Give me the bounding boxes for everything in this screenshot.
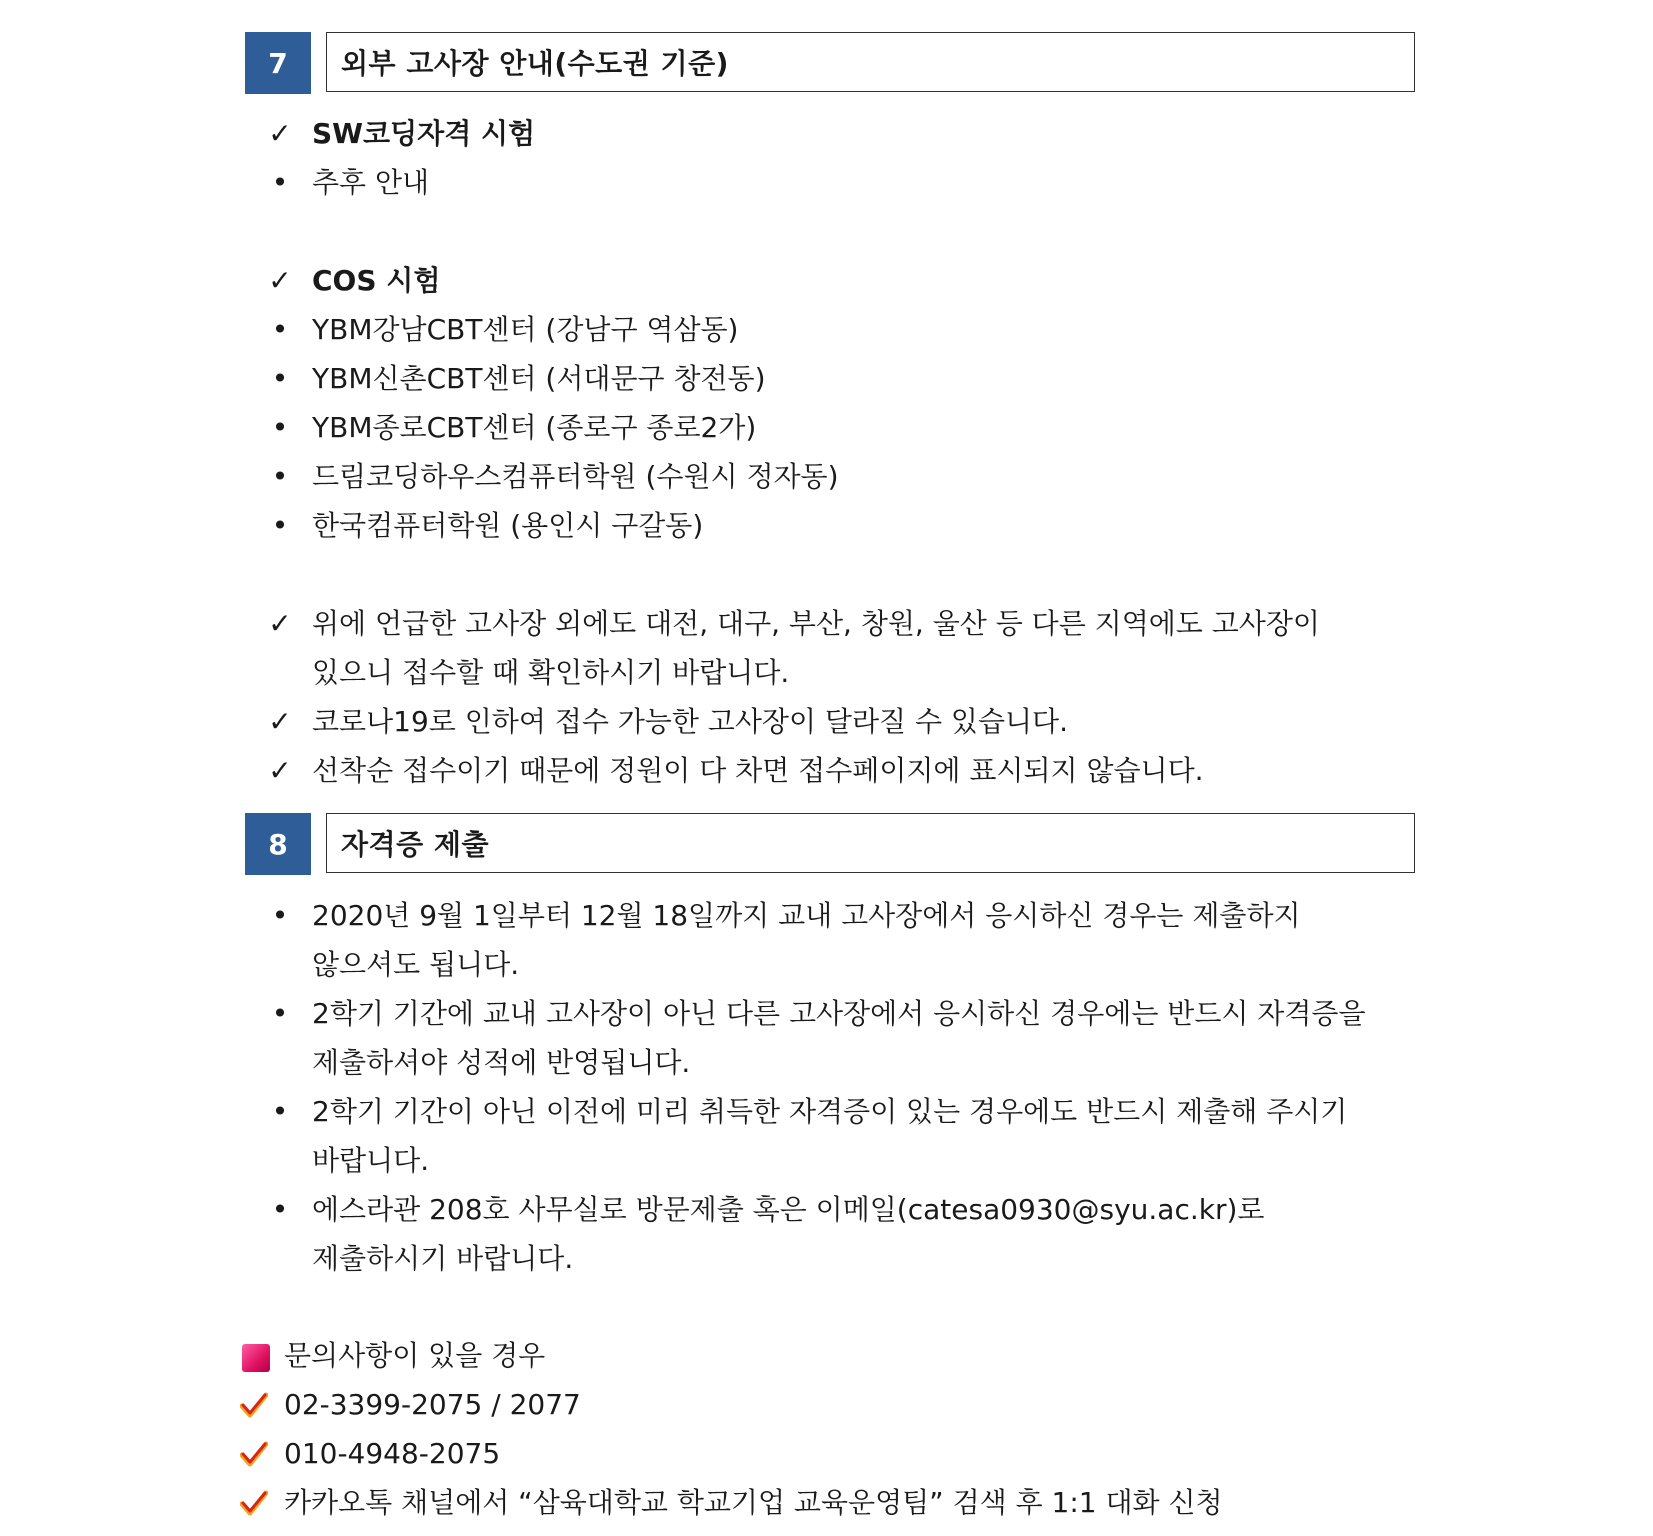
contact-kakao-text: 카카오톡 채널에서 “삼육대학교 학교기업 교육운영팀” 검색 후 1:1 대화 신청 <box>284 1486 1223 1519</box>
red-orange-check-icon <box>240 1440 268 1468</box>
cos-heading-text: COS 시험 <box>312 264 441 297</box>
bullet-icon: • <box>271 997 289 1030</box>
check-icon: ✓ <box>268 607 292 640</box>
note-text: 선착순 접수이기 때문에 정원이 다 차면 접수페이지에 표시되지 않습니다. <box>312 754 1204 787</box>
bullet-icon: • <box>271 509 289 542</box>
list-item-continued: 제출하셔야 성적에 반영됩니다. <box>312 1046 691 1079</box>
section-7-header <box>245 32 1415 94</box>
list-item-text: 드림코딩하우스컴퓨터학원 (수원시 정자동) <box>312 460 839 493</box>
red-orange-check-icon <box>240 1391 268 1419</box>
red-orange-check-icon <box>240 1489 268 1517</box>
list-item-text: 2020년 9월 1일부터 12월 18일까지 교내 고사장에서 응시하신 경우는 제출하지 <box>312 899 1301 932</box>
list-item-text: 2학기 기간에 교내 고사장이 아닌 다른 고사장에서 응시하신 경우에는 반드시 자격증을 <box>312 997 1366 1030</box>
pink-square-icon <box>242 1344 270 1372</box>
note-text: 코로나19로 인하여 접수 가능한 고사장이 달라질 수 있습니다. <box>312 705 1068 738</box>
check-icon: ✓ <box>268 754 292 787</box>
contact-phone-1-text: 02-3399-2075 / 2077 <box>284 1388 581 1421</box>
list-item-text: YBM종로CBT센터 (종로구 종로2가) <box>312 411 757 444</box>
list-item-text: 추후 안내 <box>312 166 430 199</box>
contact-heading-text: 문의사항이 있을 경우 <box>284 1339 546 1372</box>
section-8-title: 자격증 제출 <box>326 813 1415 873</box>
sw-heading-text: SW코딩자격 시험 <box>312 117 536 150</box>
note-text-continued: 있으니 접수할 때 확인하시기 바랍니다. <box>312 656 790 689</box>
check-icon: ✓ <box>268 264 292 297</box>
list-item-continued: 바랍니다. <box>312 1144 430 1177</box>
bullet-icon: • <box>271 411 289 444</box>
bullet-icon: • <box>271 313 289 346</box>
section-8-header <box>245 813 1415 875</box>
bullet-icon: • <box>271 899 289 932</box>
check-icon: ✓ <box>268 705 292 738</box>
list-item-text: 한국컴퓨터학원 (용인시 구갈동) <box>312 509 704 542</box>
section-7-title: 외부 고사장 안내(수도권 기준) <box>326 32 1415 92</box>
bullet-icon: • <box>271 460 289 493</box>
list-item-text: 에스라관 208호 사무실로 방문제출 혹은 이메일(catesa0930@syu.ac.kr)로 <box>312 1193 1265 1226</box>
list-item-continued: 제출하시기 바랍니다. <box>312 1242 574 1275</box>
bullet-icon: • <box>271 166 289 199</box>
bullet-icon: • <box>271 362 289 395</box>
section-8-number: 8 <box>245 813 311 875</box>
check-icon: ✓ <box>268 117 292 150</box>
list-item-text: YBM강남CBT센터 (강남구 역삼동) <box>312 313 739 346</box>
note-text: 위에 언급한 고사장 외에도 대전, 대구, 부산, 창원, 울산 등 다른 지역에도 고사장이 <box>312 607 1320 640</box>
section-7-number: 7 <box>245 32 311 94</box>
list-item-continued: 않으셔도 됩니다. <box>312 948 520 981</box>
list-item-text: 2학기 기간이 아닌 이전에 미리 취득한 자격증이 있는 경우에도 반드시 제출해 주시기 <box>312 1095 1348 1128</box>
contact-phone-2-text: 010-4948-2075 <box>284 1437 501 1470</box>
list-item-text: YBM신촌CBT센터 (서대문구 창전동) <box>312 362 766 395</box>
bullet-icon: • <box>271 1095 289 1128</box>
bullet-icon: • <box>271 1193 289 1226</box>
